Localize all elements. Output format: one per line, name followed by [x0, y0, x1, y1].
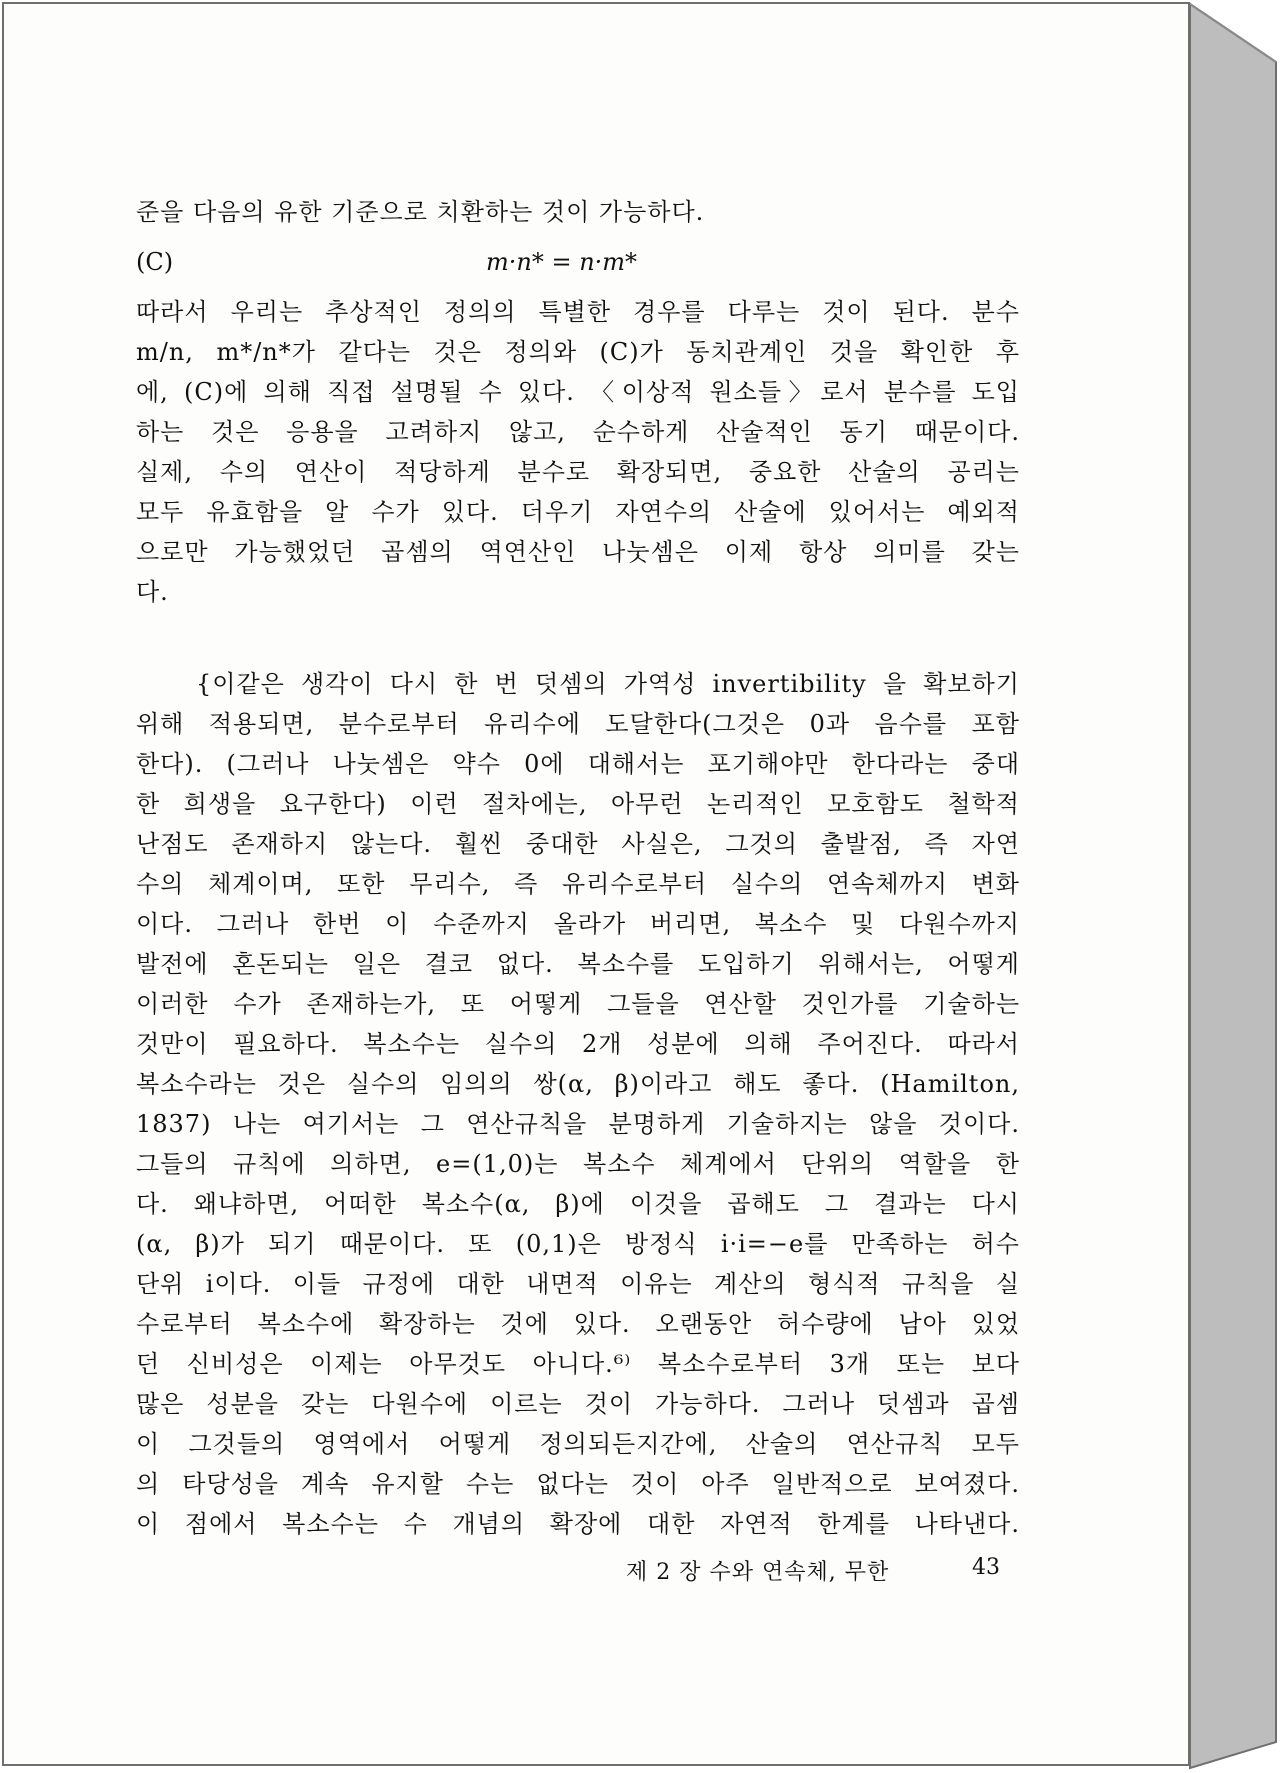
- text-line: 많은 성분을 갖는 다원수에 이르는 것이 가능하다. 그러나 덧셈과 곱셈: [136, 1390, 1020, 1418]
- text-line: 실제, 수의 연산이 적당하게 분수로 확장되면, 중요한 산술의 공리는: [136, 458, 1020, 486]
- paragraph-2: [136, 664, 1020, 1544]
- text-line: 1837) 나는 여기서는 그 연산규칙을 분명하게 기술하지는 않을 것이다.: [136, 1110, 1020, 1138]
- text-line: 수로부터 복소수에 확장하는 것에 있다. 오랜동안 허수량에 남아 있었: [136, 1310, 1020, 1338]
- formula-expression: m·n* = n·m*: [486, 248, 638, 276]
- paragraph-gap: [136, 612, 1020, 664]
- text-line: 복소수라는 것은 실수의 임의의 쌍(α, β)이라고 해도 좋다. (Hamilton,: [136, 1070, 1020, 1098]
- text-line: 으로만 가능했었던 곱셈의 역연산인 나눗셈은 이제 항상 의미를 갖는: [136, 538, 1020, 566]
- text-line: {이같은 생각이 다시 한 번 덧셈의 가역성 invertibility 을 확보하기: [196, 670, 1020, 698]
- text-line: 한 희생을 요구한다) 이런 절차에는, 아무런 논리적인 모호함도 철학적: [136, 790, 1020, 818]
- chapter-title: 제 2 장 수와 연속체, 무한: [626, 1560, 890, 1585]
- paragraph-1: [136, 292, 1020, 612]
- text-line: 그들의 규칙에 의하면, e=(1,0)는 복소수 체계에서 단위의 역할을 한: [136, 1150, 1020, 1178]
- page-number: 43: [972, 1555, 1000, 1580]
- text-line: 단위 i이다. 이들 규정에 대한 내면적 이유는 계산의 형식적 규칙을 실: [136, 1270, 1020, 1298]
- text-line: 에, (C)에 의해 직접 설명될 수 있다. 〈이상적 원소들〉로서 분수를 도입: [136, 378, 1020, 406]
- text-line: 다. 왜냐하면, 어떠한 복소수(α, β)에 이것을 곱해도 그 결과는 다시: [136, 1190, 1020, 1218]
- text-line: 난점도 존재하지 않는다. 훨씬 중대한 사실은, 그것의 출발점, 즉 자연: [136, 830, 1020, 858]
- formula-row: [136, 232, 1020, 292]
- text-line: 준을 다음의 유한 기준으로 치환하는 것이 가능하다.: [136, 198, 705, 226]
- text-line: 발전에 혼돈되는 일은 결코 없다. 복소수를 도입하기 위해서는, 어떻게: [136, 950, 1020, 978]
- text-line: m/n, m*/n*가 같다는 것은 정의와 (C)가 동치관계인 것을 확인한 후: [136, 338, 1020, 366]
- text-line: 모두 유효함을 알 수가 있다. 더우기 자연수의 산술에 있어서는 예외적: [136, 498, 1020, 526]
- text-line: 이러한 수가 존재하는가, 또 어떻게 그들을 연산할 것인가를 기술하는: [136, 990, 1020, 1018]
- formula-label: (C): [136, 248, 174, 276]
- text-line: (α, β)가 되기 때문이다. 또 (0,1)은 방정식 i·i=−e를 만족하는 허수: [136, 1230, 1020, 1258]
- text-line: 이다. 그러나 한번 이 수준까지 올라가 버리면, 복소수 및 다원수까지: [136, 910, 1020, 938]
- text-line: 하는 것은 응용을 고려하지 않고, 순수하게 산술적인 동기 때문이다.: [136, 418, 1020, 446]
- top-paragraph: [136, 192, 1020, 232]
- text-line: 위해 적용되면, 분수로부터 유리수에 도달한다(그것은 0과 음수를 포함: [136, 710, 1020, 738]
- page-body: [136, 192, 1020, 1544]
- text-line: 의 타당성을 계속 유지할 수는 없다는 것이 아주 일반적으로 보여졌다.: [136, 1470, 1020, 1498]
- text-line: 것만이 필요하다. 복소수는 실수의 2개 성분에 의해 주어진다. 따라서: [136, 1030, 1020, 1058]
- page-footer: [626, 1555, 1000, 1586]
- text-line: 수의 체계이며, 또한 무리수, 즉 유리수로부터 실수의 연속체까지 변화: [136, 870, 1020, 898]
- text-line: 던 신비성은 이제는 아무것도 아니다.⁶⁾ 복소수로부터 3개 또는 보다: [136, 1350, 1020, 1378]
- text-line: 따라서 우리는 추상적인 정의의 특별한 경우를 다루는 것이 된다. 분수: [136, 298, 1020, 326]
- text-line: 한다). (그러나 나눗셈은 약수 0에 대해서는 포기해야만 한다라는 중대: [136, 750, 1020, 778]
- text-line: 다.: [136, 578, 169, 606]
- text-line: 이 그것들의 영역에서 어떻게 정의되든지간에, 산술의 연산규칙 모두: [136, 1430, 1020, 1458]
- text-line: 이 점에서 복소수는 수 개념의 확장에 대한 자연적 한계를 나타낸다.: [136, 1510, 1020, 1538]
